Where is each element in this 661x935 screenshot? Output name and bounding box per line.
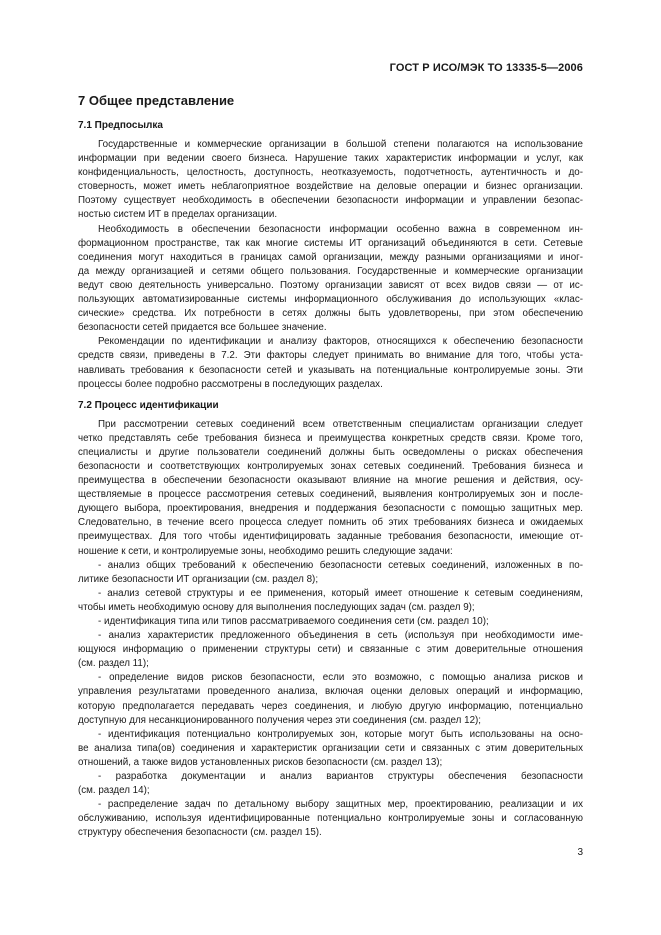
paragraph: [78, 587, 583, 615]
paragraph: [78, 798, 583, 840]
text-line: стоверность, может иметь неблагоприятное воздействие на деловые операции и бизнес организации.: [78, 181, 583, 193]
text-line: (см. раздел 14);: [78, 785, 150, 797]
text-line: дующего выбора, проектирования, внедрения и поддержания безопасности с помощью защитных мер.: [78, 503, 583, 515]
text-line: ющуюся информацию о применении структуры сети) и связанные с этим доверительные отношения: [78, 644, 583, 656]
text-line: Необходимость в обеспечении безопасности информации особенно важна в современном ин-: [98, 223, 583, 235]
text-line: конфиденциальность, целостность, доступность, неотказуемость, подотчетность, аутентичность и до-: [78, 167, 583, 179]
text-line: При рассмотрении сетевых соединений всем ответственным специалистам организации следует: [98, 418, 583, 430]
text-line: Государственные и коммерческие организации в большой степени полагаются на использование: [98, 139, 583, 150]
text-line: структуру обеспечения безопасности (см. раздел 15).: [78, 827, 322, 839]
paragraph: [78, 335, 583, 391]
text-line: Рекомендации по идентификации и анализу факторов, относящихся к обеспечению безопасности: [98, 336, 583, 348]
page-content: [78, 92, 583, 841]
text-line: преимущества в обеспечении безопасности оказывают влияние на многие решения и действия, осу-: [78, 475, 583, 487]
text-line: - определение видов рисков безопасности, если это возможно, с помощью анализа рисков и: [98, 672, 583, 684]
text-line: преимуществах. Для того чтобы идентифицировать заданные требования безопасности, имеющие от-: [78, 531, 583, 543]
text-line: четко представлять себе требования бизнеса и преимущества конкретных средств связи. Кроме того,: [78, 432, 583, 444]
text-line: литике безопасности ИТ организации (см. раздел 8);: [78, 573, 319, 585]
paragraph: [78, 671, 583, 727]
text-line: - анализ общих требований к обеспечению безопасности сетевых соединений, изложенных в по-: [98, 559, 583, 571]
page-number: 3: [577, 847, 583, 858]
text-line: безопасности сетей придается все большее значение.: [78, 322, 327, 334]
text-line: доступную для несанкционированного получения через эти соединения (см. раздел 12);: [78, 714, 481, 726]
paragraph: [78, 138, 583, 223]
text-line: информации при ведении своего бизнеса. Нарушение таких характеристик информации и услуг, как: [78, 153, 583, 165]
text-line: - идентификация типа или типов рассматриваемого соединения сети (см. раздел 10);: [98, 616, 489, 627]
text-line: пользующих автоматизированные системы информационного обслуживания до использующих «клас-: [78, 294, 583, 306]
paragraph: [78, 223, 583, 336]
subsection-body-7-2: [78, 418, 583, 841]
text-line: обслуживанию, используя идентифицированные потенциально контролируемые зоны и согласованную: [78, 813, 583, 825]
section-title: 7 Общее представление: [78, 93, 235, 108]
text-line: средств связи, приведены в 7.2. Эти факторы следует принимать во внимание для того, чтобы уста-: [78, 350, 583, 362]
text-line: которую предполагается передавать через соединения, и любую другую информацию, потенциально: [78, 700, 583, 712]
text-line: ношение к сети, и контролируемые зоны, необходимо решить следующие задачи:: [78, 545, 453, 557]
text-line: ществляемые в процессе рассмотрения сетевых соединений, выявления контролируемых зон и после-: [78, 489, 583, 501]
text-line: (см. раздел 11);: [78, 658, 149, 670]
text-line: ведут свою деятельность универсально. Поэтому организации зависят от всех видов связи — от ис-: [78, 279, 583, 291]
text-line: управления результатами проведенного анализа, включая оценки деловых операций и информацию,: [78, 686, 583, 698]
text-line: формационном пространстве, так как многие системы ИТ организаций объединяются в сети. Сетевые: [78, 237, 583, 249]
text-line: безопасности и соответствующих контролируемых зонах сетевых соединений. Требования бизнеса и: [78, 460, 583, 472]
standard-code-header: ГОСТ Р ИСО/МЭК ТО 13335-5—2006: [389, 62, 583, 74]
text-line: навливать требования к безопасности сетей и указывать на потенциальные контролируемые зоны. Эти: [78, 364, 583, 376]
subsection-body-7-1: [78, 138, 583, 392]
text-line: Поэтому существует необходимость в обеспечении безопасности информации и управлении безопас-: [78, 195, 583, 207]
text-line: сические» средства. Их потребности в сетях должны быть удовлетворены, при этом обеспечению: [78, 308, 583, 320]
text-line: Следовательно, в течение всего процесса следует помнить об этих требованиях бизнеса и ожидаемых: [78, 517, 583, 529]
text-line: чтобы иметь необходимую основу для выполнения последующих задач (см. раздел 9);: [78, 601, 475, 613]
text-line: - распределение задач по детальному выбору защитных мер, проектированию, реализации и их: [98, 799, 583, 811]
subsection-title-7-2: 7.2 Процесс идентификации: [78, 399, 219, 411]
paragraph: [78, 728, 583, 770]
text-line: да между организацией и сетями общего пользования. Государственные и коммерческие организации: [78, 265, 583, 277]
subsection-title-7-1: 7.1 Предпосылка: [78, 120, 163, 131]
text-line: соединения могут находиться в границах самой организации, между разными организациями и иног-: [78, 251, 583, 263]
text-line: процессы более подробно рассмотрены в последующих разделах.: [78, 378, 383, 390]
text-line: отношений, а также видов установленных рисков безопасности (см. раздел 13);: [78, 756, 443, 768]
text-line: ве анализа типа(ов) соединения и характеристик организации сети и связанных с этим доверительных: [78, 742, 583, 754]
paragraph: [78, 770, 583, 798]
text-line: - идентификация потенциально контролируемых зон, которые могут быть использованы на осно-: [98, 728, 583, 740]
paragraph: [78, 629, 583, 671]
paragraph: [78, 615, 583, 629]
paragraph: [78, 559, 583, 587]
text-line: - разработка документации и анализ вариантов структуры обеспечения безопасности: [98, 771, 583, 783]
text-line: специалисты и другие пользователи соединений должны быть осведомлены о рисках обеспечения: [78, 446, 583, 458]
text-line: ностью систем ИТ в пределах организации.: [78, 209, 278, 221]
text-line: - анализ сетевой структуры и ее применения, который имеет отношение к сетевым соединениям,: [98, 587, 583, 599]
paragraph: [78, 418, 583, 559]
text-line: - анализ характеристик предложенного объединения в сеть (используя при необходимости име-: [98, 630, 583, 642]
